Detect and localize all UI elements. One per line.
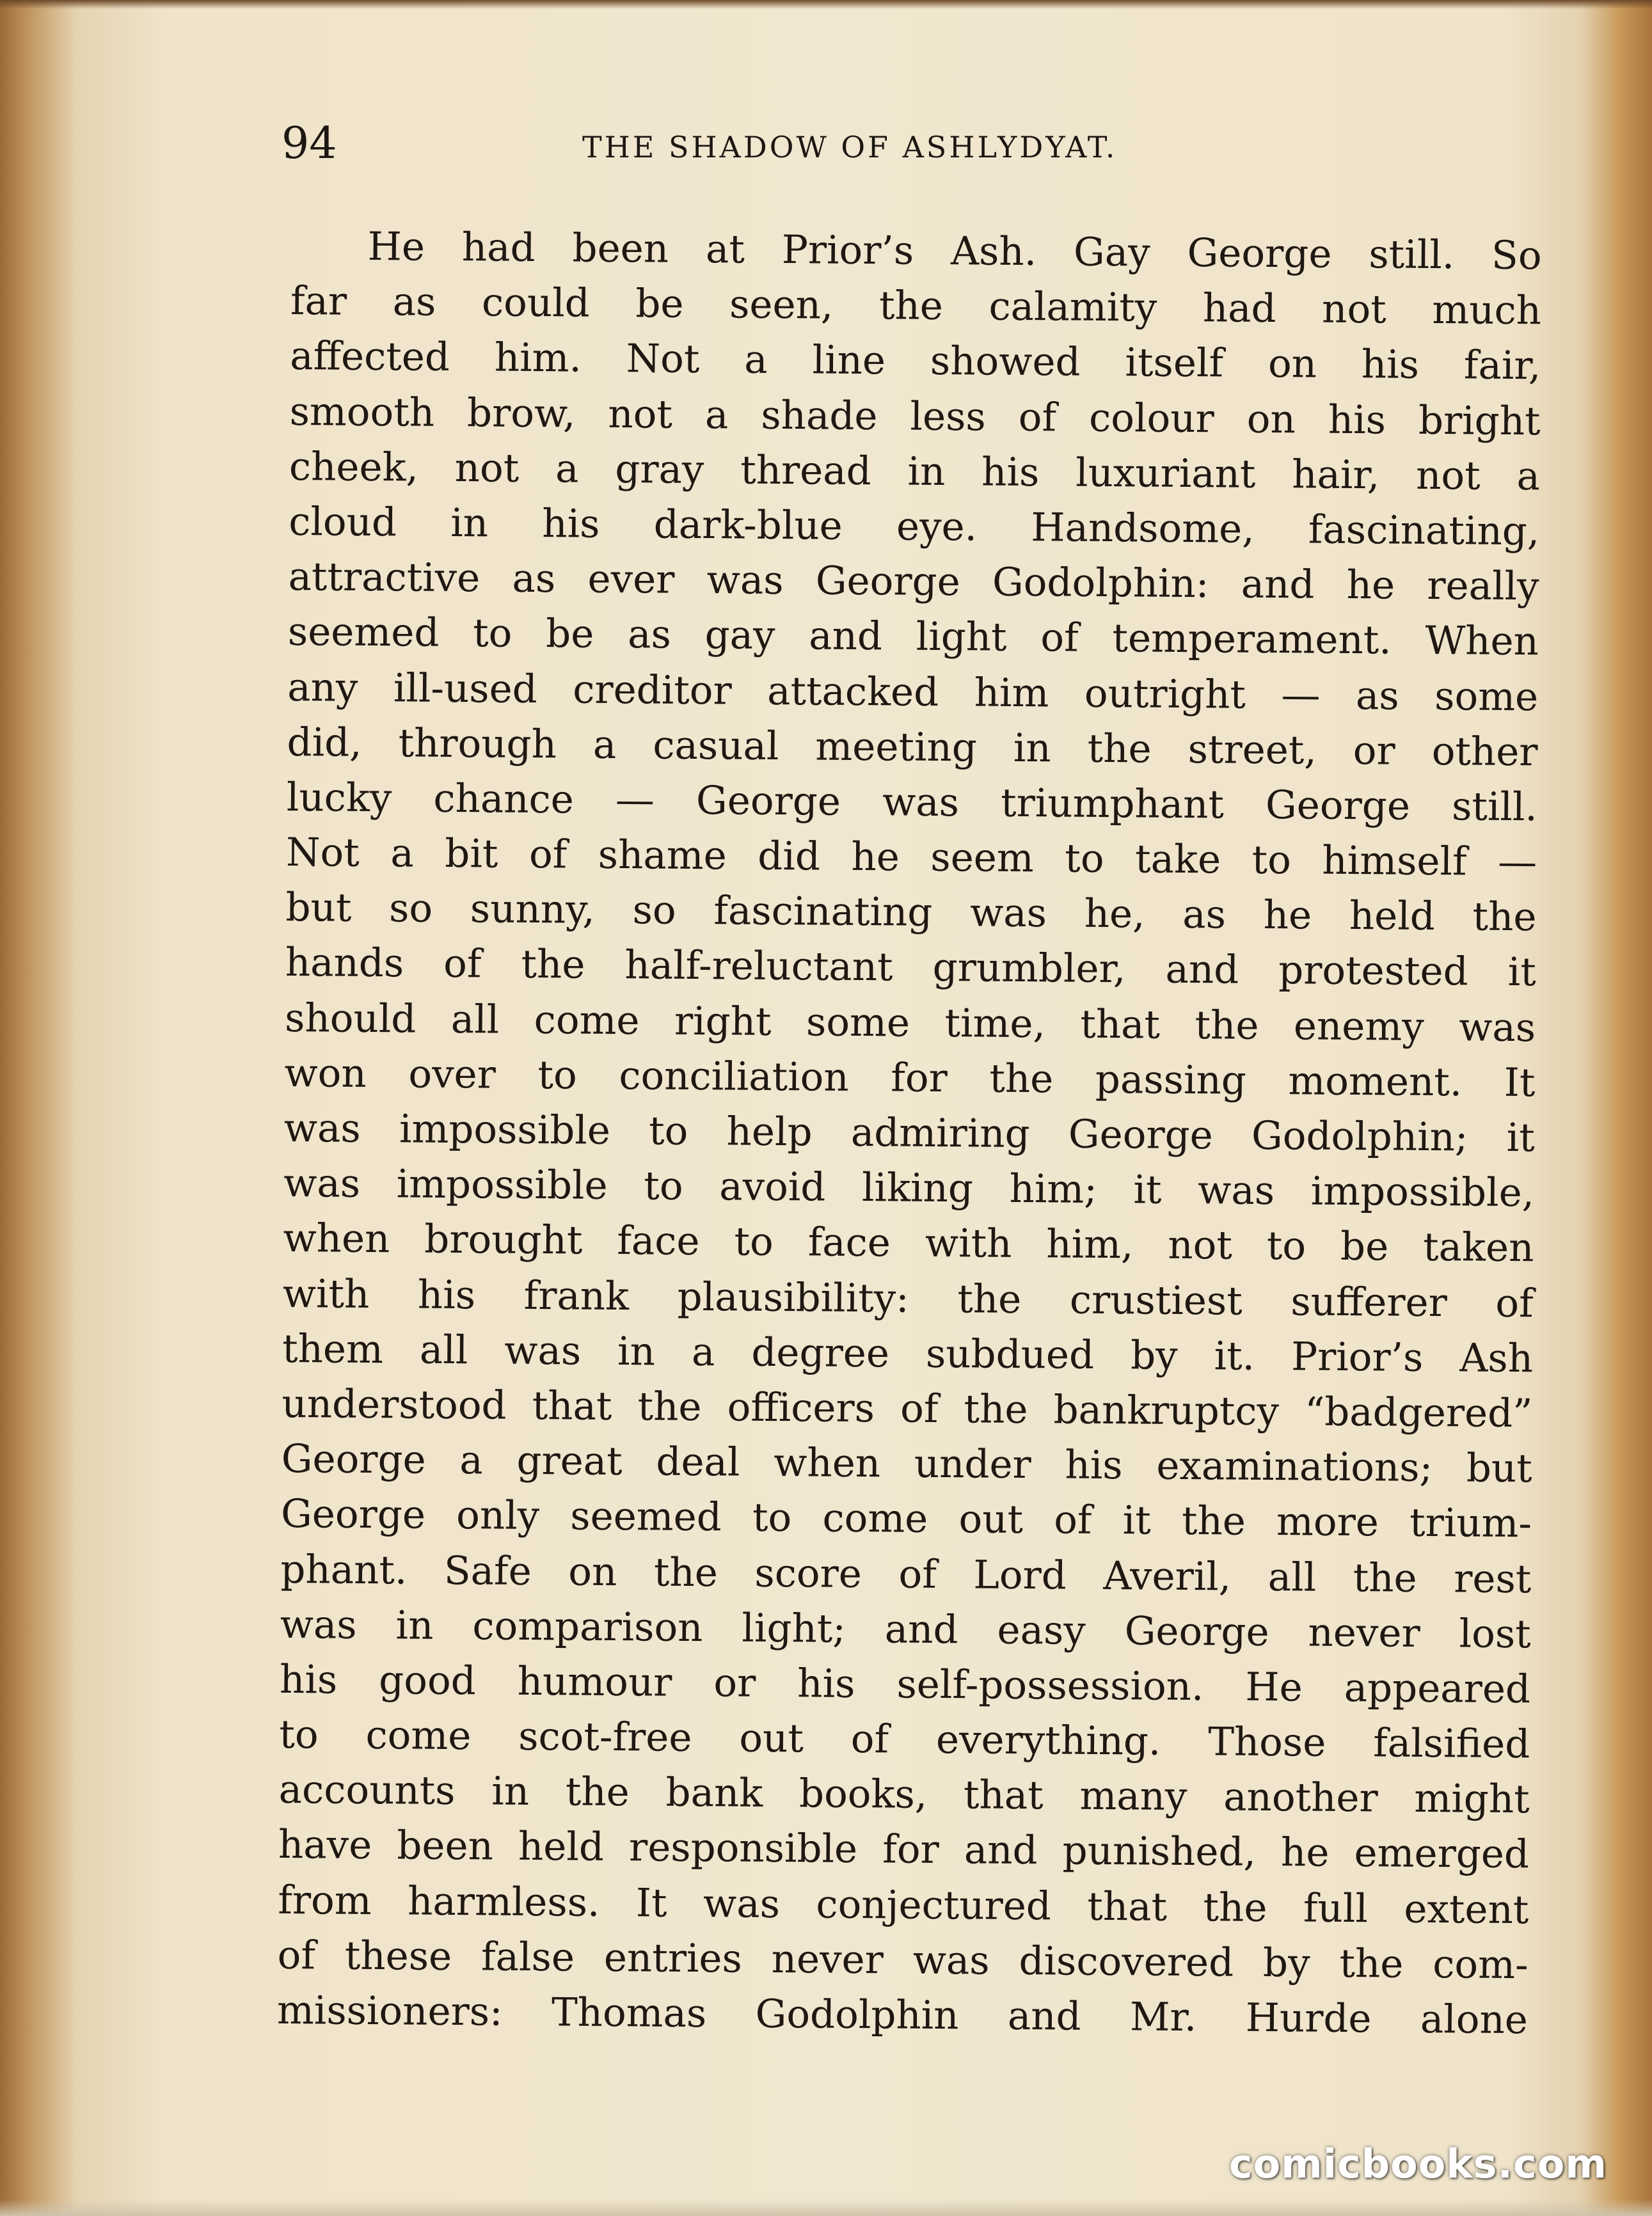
text-line: He had been at Prior’s Ash. Gay George still. So [367,223,1542,279]
text-line: cheek, not a gray thread in his luxuriant hair, not a [289,443,1541,500]
body-text [277,219,1542,2048]
text-line: cloud in his dark-blue eye. Handsome, fascinating, [289,498,1540,555]
text-line: his good humour or his self-possession. He appeared [279,1656,1531,1713]
text-line: should all come right some time, that the enemy was [284,995,1536,1050]
text-line: phant. Safe on the score of Lord Averil, all the rest [280,1546,1532,1602]
text-line: George only seemed to come out of it the more trium- [280,1491,1532,1547]
text-line: affected him. Not a line showed itself on his fair, [290,333,1541,389]
page-number: 94 [282,118,337,169]
text-line: of these false entries never was discovered by the com- [277,1932,1529,1988]
text-line: but so sunny, so fascinating was he, as he held the [285,885,1537,940]
page-header [282,112,1235,182]
text-line: won over to conciliation for the passing moment. It [284,1050,1536,1106]
text-line: them all was in a degree subdued by it. Prior’s Ash [282,1326,1534,1382]
text-line: lucky chance — George was triumphant George still. [286,774,1538,830]
page-top-edge [0,0,1652,9]
text-line: any ill-used creditor attacked him outright — as some [287,664,1539,720]
text-line: to come scot-free out of everything. Those falsified [279,1711,1530,1768]
text-line: was impossible to avoid liking him; it was impossible, [283,1160,1535,1216]
text-line: smooth brow, not a shade less of colour on his bright [289,388,1541,444]
text-line: when brought face to face with him, not to be taken [283,1215,1534,1271]
watermark: comicbooks.com [1228,2141,1607,2187]
text-line: attractive as ever was George Godolphin: and he really [288,554,1539,610]
text-line: from harmless. It was conjectured that the full extent [278,1877,1529,1933]
text-line: was in comparison light; and easy George never lost [280,1601,1531,1657]
text-line: understood that the officers of the bankruptcy “badgered” [282,1381,1533,1437]
running-title: THE SHADOW OF ASHLYDYAT. [582,130,1118,164]
text-line: Not a bit of shame did he seem to take to himself — [285,830,1537,885]
text-line: hands of the half-reluctant grumbler, and protested it [285,940,1537,995]
text-line: seemed to be as gay and light of temperament. When [287,609,1539,665]
text-line: did, through a casual meeting in the street, or other [287,719,1538,775]
page-bottom-edge [0,2199,1652,2216]
text-line: have been held responsible for and punished, he emerged [278,1822,1530,1878]
text-line: far as could be seen, the calamity had not much [290,278,1542,334]
text-line: George a great deal when under his examinations; but [281,1436,1532,1492]
text-line: with his frank plausibility: the crustiest sufferer of [282,1270,1534,1326]
text-line: accounts in the bank books, that many another might [278,1767,1530,1823]
text-line: was impossible to help admiring George Godolphin; it [283,1105,1536,1161]
text-line: missioners: Thomas Godolphin and Mr. Hurde alone [276,1987,1529,2043]
